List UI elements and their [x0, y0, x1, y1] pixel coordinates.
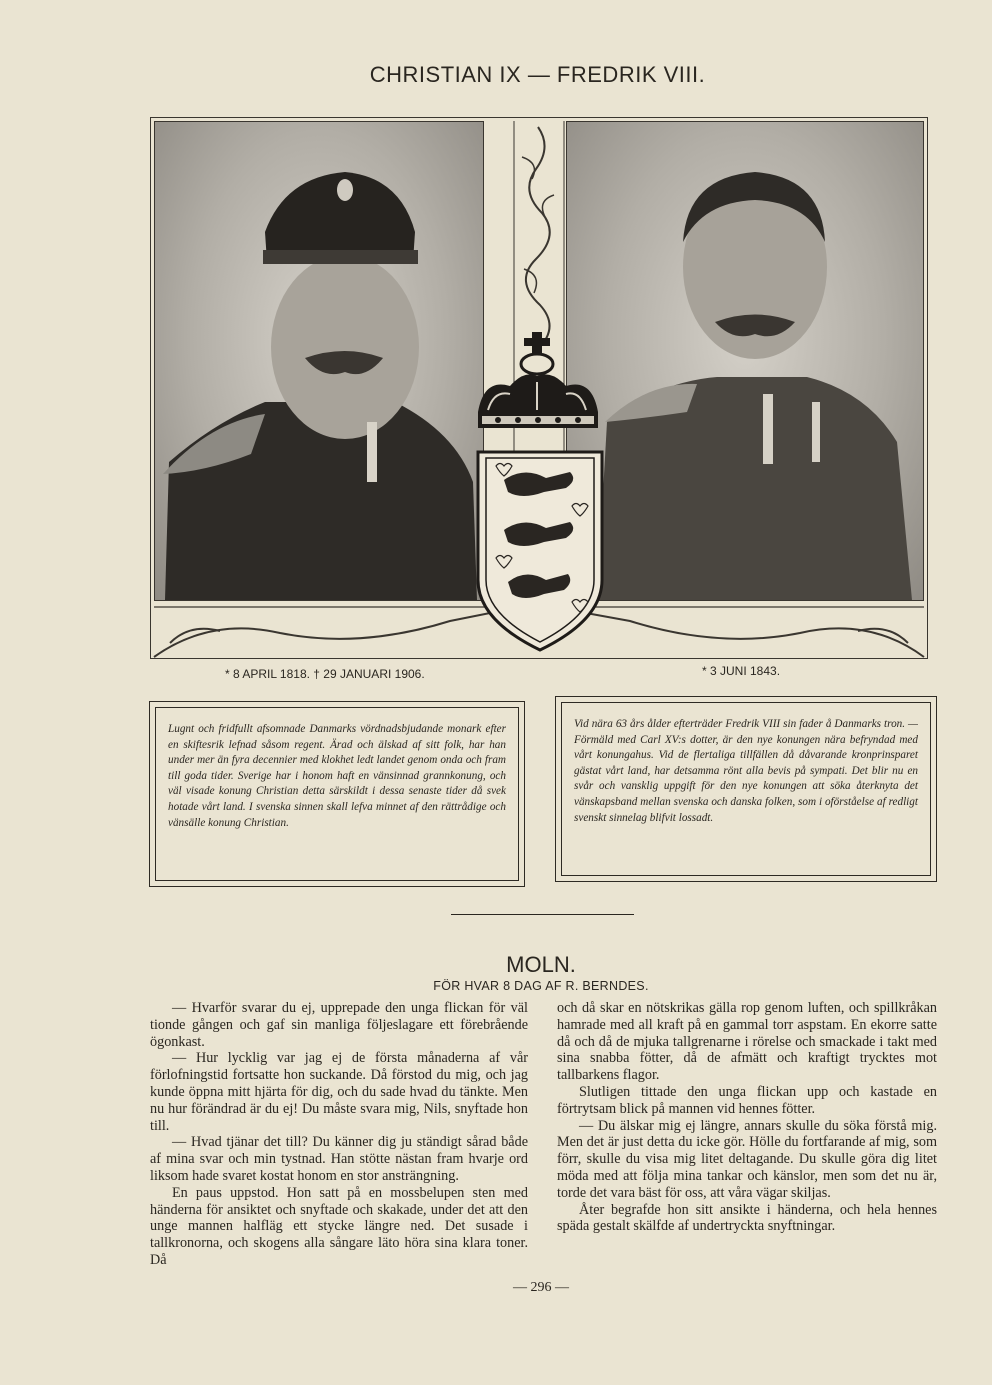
article-title: MOLN. — [506, 952, 576, 977]
textbox-left-text: Lugnt och fridfullt afsomnade Danmarks vördnadsbjudande monark efter en skiftesrik lefnad såsom regent. Ärad och älskad af sitt folk, har han under mer än fyra decennier med klokhet ledt landet genom onda och fram till goda tider. Sverige har i honom haft en vänsinnad grannkonung, och väl visade konung Christian detta särskildt i dessa senaste tider då svek hotade vårt land. I svenska sinnen skall lefva minnet af den rättrådige och vänsälle konung Christian. — [168, 723, 506, 829]
article-right-paragraph: Slutligen tittade den unga flickan upp och kastade en förtrytsam blick på mannen vid hennes fötter. — [557, 1083, 937, 1117]
article-right-paragraph: och då skar en nötskrikas gälla rop genom luften, och spillkråkan hamrade med all kraft på en gammal torr aspstam. En ekorre satte då och då de mjuka tallgrenarne i rörelse och smackade i takt med sina snabba fötter, då de afmätt och kraftigt trycktes mot tallbarkens flagor. — [557, 1000, 937, 1084]
article-left-paragraph: — Hur lycklig var jag ej de första månaderna af vår förlofningstid fortsatte hon suckande. Då förstod du mig, och jag kunde öppna mitt hjärta för dig, och du sade hvad du tänkte. Men nu hur förändrad är du ej! Du måste svara mig, Nils, snyftade hon till. — [150, 1050, 528, 1134]
caption-right: * 3 JUNI 1843. — [702, 664, 781, 678]
page-header: CHRISTIAN IX — FREDRIK VIII. — [369, 62, 706, 87]
article-right-paragraph: Åter begrafde hon sitt ansikte i händerna, och hela hennes späda gestalt skälfde af undertryckta snyftningar. — [557, 1201, 937, 1235]
article-left-paragraph: — Hvad tjänar det till? Du känner dig ju ständigt sårad både af mina svar och min tystnad. Han stötte nästan fram hvarje ord liksom hade svaret kostat honom en stor ansträngning. — [150, 1134, 528, 1184]
section-divider — [451, 914, 634, 915]
article-column-left — [150, 1000, 528, 1269]
textbox-left — [149, 701, 525, 887]
page-number: — 296 — — [513, 1280, 569, 1295]
textbox-right-text: Vid nära 63 års ålder efterträder Fredrik VIII sin fader å Danmarks tron. — Förmäld med Carl XV:s dotter, är den nye konungen nära befryndad med vårt konungahus. Vid de flertaliga tillfällen då dåvarande kronprinsparet gästat vårt land, har detsamma rönt alla bevis på sympati. Det blir nu en svår och vansklig uppgift för den nye konungen att söka återknyta det vänskapsband mellan svenska och danska folken, som i oförståelse af redligt svenskt sinnelag blifvit lossadt. — [574, 718, 918, 824]
textbox-right — [555, 696, 937, 882]
coat-of-arms — [474, 330, 608, 660]
article-left-paragraph: — Hvarför svarar du ej, upprepade den unga flickan för väl tionde gången och gaf sin manliga följeslagare ett förebrående ögonkast. — [150, 1000, 528, 1050]
article-column-right — [557, 1000, 937, 1235]
article-byline: FÖR HVAR 8 DAG AF R. BERNDES. — [433, 979, 649, 993]
caption-left: * 8 APRIL 1818. † 29 JANUARI 1906. — [225, 667, 425, 681]
article-right-paragraph: — Du älskar mig ej längre, annars skulle du söka förstå mig. Men det är just detta du icke gör. Hölle du fortfarande af mig, som förr, skulle du visa mig litet deltagande. Du skulle göra dig litet möda med att följa mina tankar och känslor, men som det nu är, torde det vara bäst för oss, att våra vägar skiljas. — [557, 1117, 937, 1201]
crown-icon — [478, 332, 598, 428]
article-left-paragraph: En paus uppstod. Hon satt på en mossbelupen sten med händerna för ansiktet och snyftade och skakade, under det att den unge mannen halfläg ett stycke längre ned. Det susade i tallkronorna, och skogens alla sångare läto höra sina klara toner. Då — [150, 1184, 528, 1268]
